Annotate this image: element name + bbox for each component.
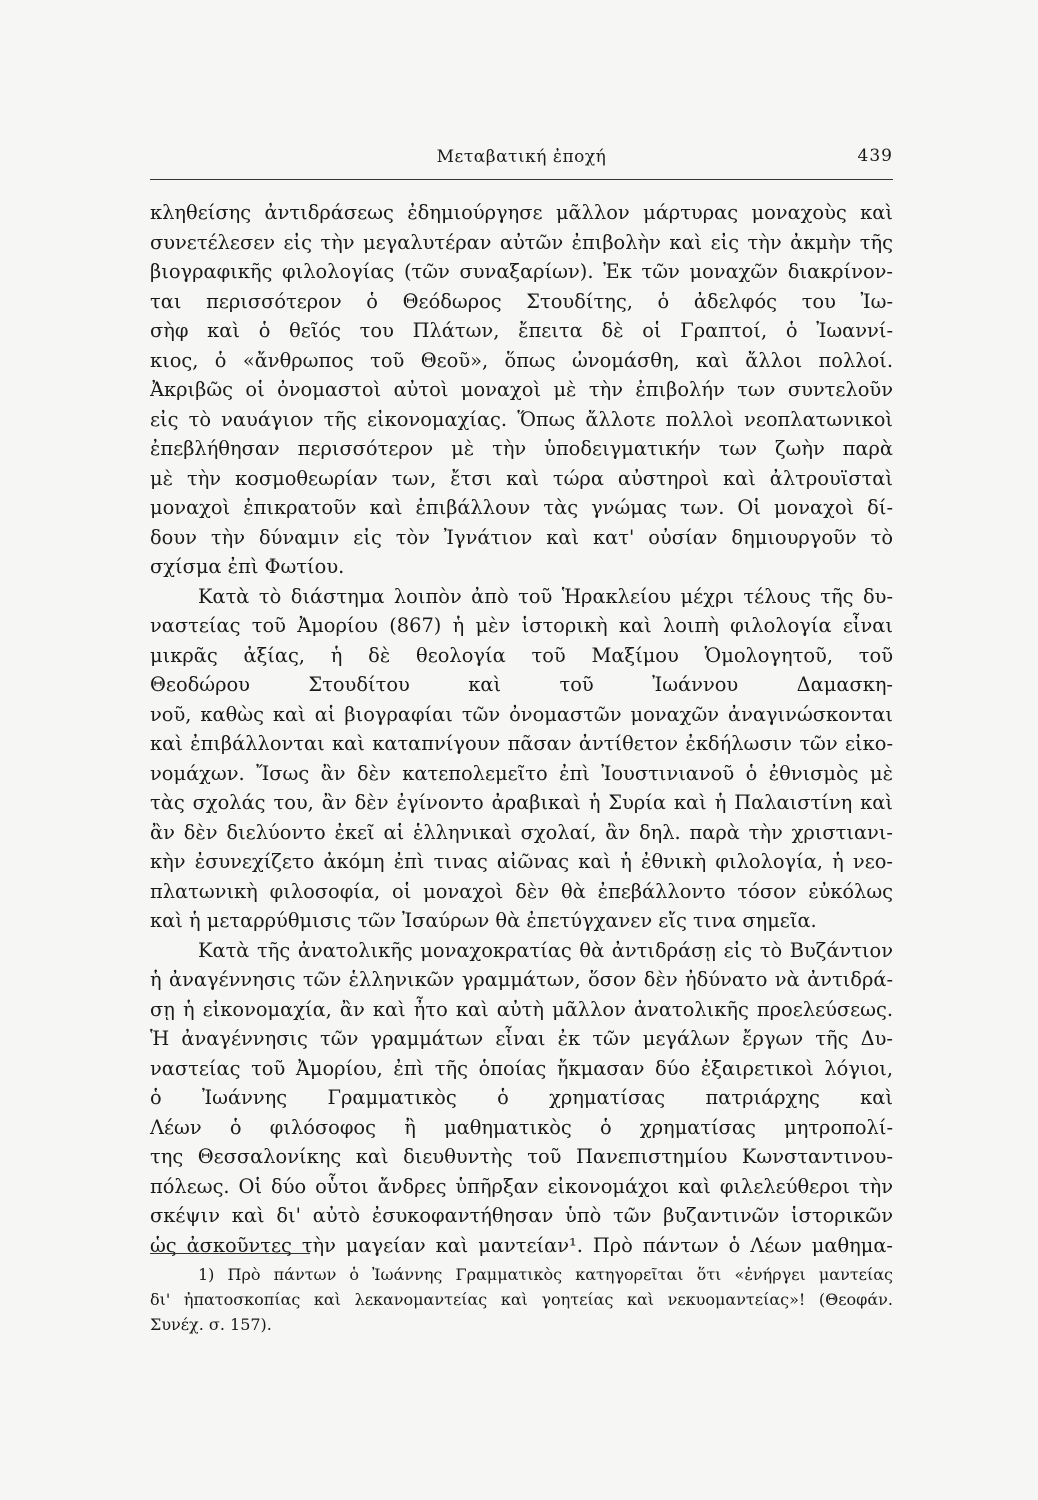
footnote-line: 1) Πρὸ πάντων ὁ Ἰωάννης Γραμματικὸς κατηγορεῖται ὅτι «ἐνήργει μαντείας (198, 1265, 893, 1284)
text-line: σῃ ἡ εἰκονομαχία, ἂν καὶ ἦτο καὶ αὐτὴ μᾶλλον ἀνατολικῆς προελεύσεως. (150, 997, 893, 1021)
text-line: μοναχοὶ ἐπικρατοῦν καὶ ἐπιβάλλουν τὰς γνώμας των. Οἱ μοναχοὶ δί- (150, 496, 893, 519)
page-header (150, 143, 893, 180)
text-line: Θεοδώρου Στουδίτου καὶ τοῦ Ἰωάννου Δαμασκη- (150, 673, 893, 696)
footnote-line: Συνέχ. σ. 157). (150, 1315, 272, 1334)
text-line: μὲ τὴν κοσμοθεωρίαν των, ἔτσι καὶ τώρα αὐστηροὶ καὶ ἀλτρουϊσταὶ (150, 466, 893, 490)
text-line: κληθείσης ἀντιδράσεως ἐδημιούργησε μᾶλλον μάρτυρας μοναχοὺς καὶ (150, 201, 893, 224)
text-line: νοῦ, καθὼς καὶ αἱ βιογραφίαι τῶν ὀνομαστῶν μοναχῶν ἀναγινώσκονται (150, 702, 893, 726)
text-line: ὡς ἀσκοῦντες τὴν μαγείαν καὶ μαντείαν¹. Πρὸ πάντων ὁ Λέων μαθημα- (150, 1233, 893, 1257)
text-line: ἐπεβλήθησαν περισσότερον μὲ τὴν ὑποδειγματικήν των ζωὴν παρὰ (150, 437, 893, 460)
text-line: Κατὰ τῆς ἀνατολικῆς μοναχοκρατίας θὰ ἀντιδράσῃ εἰς τὸ Βυζάντιον (198, 938, 893, 962)
footnote-line: δι' ἠπατοσκοπίας καὶ λεκανομαντείας καὶ γοητείας καὶ νεκυομαντείας»! (Θεοφάν. (150, 1290, 893, 1309)
text-line: ἡ ἀναγέννησις τῶν ἑλληνικῶν γραμμάτων, ὅσον δὲν ἠδύνατο νὰ ἀντιδρά- (150, 968, 893, 991)
text-line: κιος, ὁ «ἄνθρωπος τοῦ Θεοῦ», ὅπως ὠνομάσθη, καὶ ἄλλοι πολλοί. (150, 348, 893, 372)
text-line: νομάχων. Ἴσως ἂν δὲν κατεπολεμεῖτο ἐπὶ Ἰουστινιανοῦ ὁ ἐθνισμὸς μὲ (150, 761, 893, 785)
text-line: καὶ ἐπιβάλλονται καὶ καταπνίγουν πᾶσαν ἀντίθετον ἐκδήλωσιν τῶν εἰκο- (150, 732, 893, 755)
text-line: εἰς τὸ ναυάγιον τῆς εἰκονομαχίας. Ὅπως ἄλλοτε πολλοὶ νεοπλατωνικοὶ (150, 407, 893, 431)
text-line: Κατὰ τὸ διάστημα λοιπὸν ἀπὸ τοῦ Ἡρακλείου μέχρι τέλους τῆς δυ- (198, 584, 893, 608)
footnote-divider (150, 1253, 310, 1254)
page-number: 439 (857, 146, 893, 166)
text-line: ται περισσότερον ὁ Θεόδωρος Στουδίτης, ὁ ἀδελφός του Ἰω- (150, 289, 893, 313)
text-line: βιογραφικῆς φιλολογίας (τῶν συναξαρίων). Ἐκ τῶν μοναχῶν διακρίνον- (150, 260, 893, 283)
main-text (150, 198, 893, 1260)
text-line: ὁ Ἰωάννης Γραμματικὸς ὁ χρηματίσας πατριάρχης καὶ (150, 1086, 893, 1109)
running-title: Μεταβατική ἐποχή (436, 147, 607, 167)
text-line: Ἀκριβῶς οἱ ὀνομαστοὶ αὐτοὶ μοναχοὶ μὲ τὴν ἐπιβολήν των συντελοῦν (150, 378, 893, 401)
text-line: κὴν ἐσυνεχίζετο ἀκόμη ἐπὶ τινας αἰῶνας καὶ ἡ ἐθνικὴ φιλολογία, ἡ νεο- (150, 850, 893, 873)
text-line: Λέων ὁ φιλόσοφος ἢ μαθηματικὸς ὁ χρηματίσας μητροπολί- (150, 1115, 893, 1139)
text-line: ἂν δὲν διελύοντο ἐκεῖ αἱ ἑλληνικαὶ σχολαί, ἂν δηλ. παρὰ τὴν χριστιανι- (150, 820, 893, 844)
text-line: σχίσμα ἐπὶ Φωτίου. (150, 555, 345, 578)
text-line: Ἡ ἀναγέννησις τῶν γραμμάτων εἶναι ἐκ τῶν μεγάλων ἔργων τῆς Δυ- (150, 1027, 893, 1050)
text-line: τὰς σχολάς του, ἂν δὲν ἐγίνοντο ἀραβικαὶ ἡ Συρία καὶ ἡ Παλαιστίνη καὶ (150, 791, 893, 814)
footnotes (150, 1262, 893, 1337)
text-line: της Θεσσαλονίκης καὶ διευθυντὴς τοῦ Πανεπιστημίου Κωνσταντινου- (150, 1145, 893, 1168)
text-line: συνετέλεσεν εἰς τὴν μεγαλυτέραν αὐτῶν ἐπιβολὴν καὶ εἰς τὴν ἀκμὴν τῆς (150, 230, 893, 254)
text-line: σκέψιν καὶ δι' αὐτὸ ἐσυκοφαντήθησαν ὑπὸ τῶν βυζαντινῶν ἱστορικῶν (150, 1204, 893, 1227)
text-line: ναστείας τοῦ Ἀμορίου (867) ἡ μὲν ἱστορικὴ καὶ λοιπὴ φιλολογία εἶναι (150, 614, 893, 637)
text-line: πόλεως. Οἱ δύο οὗτοι ἄνδρες ὑπῆρξαν εἰκονομάχοι καὶ φιλελεύθεροι τὴν (150, 1174, 893, 1198)
text-line: σὴφ καὶ ὁ θεῖός του Πλάτων, ἔπειτα δὲ οἱ Γραπτοί, ὁ Ἰωαννί- (150, 319, 893, 342)
text-line: μικρᾶς ἀξίας, ἡ δὲ θεολογία τοῦ Μαξίμου Ὁμολογητοῦ, τοῦ (150, 643, 893, 667)
text-line: καὶ ἡ μεταρρύθμισις τῶν Ἰσαύρων θὰ ἐπετύγχανεν εἴς τινα σημεῖα. (150, 909, 817, 932)
text-line: ναστείας τοῦ Ἀμορίου, ἐπὶ τῆς ὁποίας ἤκμασαν δύο ἐξαιρετικοὶ λόγιοι, (150, 1056, 893, 1080)
text-line: πλατωνικὴ φιλοσοφία, οἱ μοναχοὶ δὲν θὰ ἐπεβάλλοντο τόσον εὐκόλως (150, 879, 893, 903)
text-line: δουν τὴν δύναμιν εἰς τὸν Ἰγνάτιον καὶ κατ' οὐσίαν δημιουργοῦν τὸ (150, 525, 893, 549)
